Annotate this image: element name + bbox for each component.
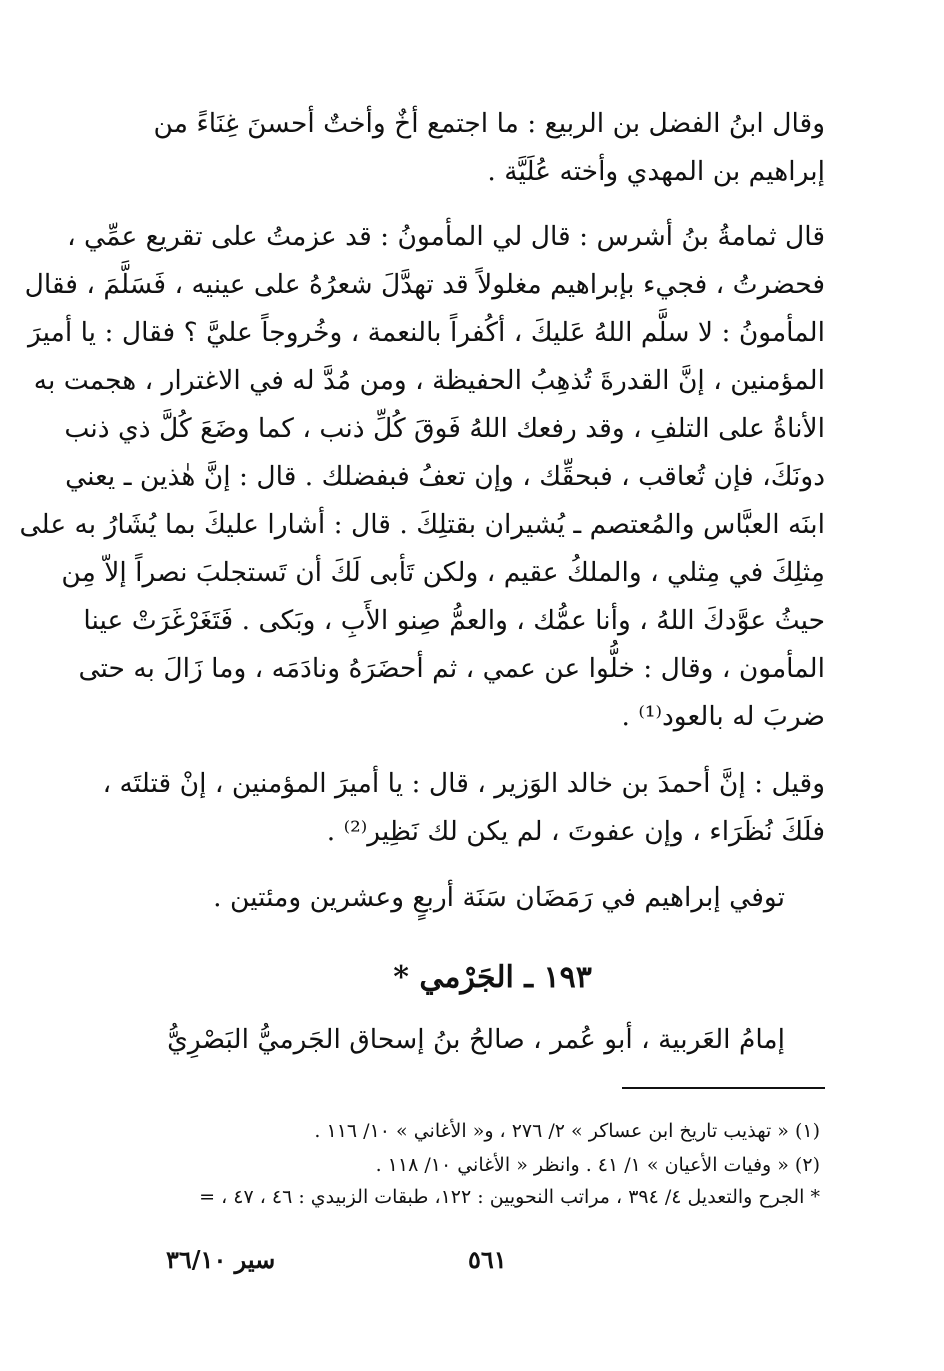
text-line: ضربَ له بالعود⁽¹⁾ . xyxy=(621,701,825,732)
text-line: الأناةُ على التلفِ ، وقد رفعك اللهُ فَوقَ كُلِّ ذنب ، كما وضَعَ كُلَّ ذي ذنب xyxy=(64,413,825,444)
signature-mark: سير ٣٦/١٠ xyxy=(166,1245,276,1274)
footnote-2: (٢) « وفيات الأعيان » ١/ ٤١ . وانظر « الأغاني ١٠/ ١١٨ . xyxy=(375,1154,820,1176)
footnote-separator xyxy=(622,1087,825,1089)
text-line: فلَكَ نُظَرَاء ، وإن عفوتَ ، لم يكن لك نَظِير⁽²⁾ . xyxy=(326,816,825,847)
page-number: ٥٦١ xyxy=(468,1245,507,1274)
text-line: ابنَه العبَّاس والمُعتصم ـ يُشيران بقتلِكَ . قال : أشارا عليكَ بما يُشَارُ به على xyxy=(19,509,825,540)
text-line: فحضرتُ ، فجيء بإبراهيم مغلولاً قد تهدَّلَ شعرُهُ على عينيه ، فَسَلَّمَ ، فقال xyxy=(24,269,825,300)
text-line: وقال ابنُ الفضل بن الربيع : ما اجتمع أخٌ وأختٌ أحسنَ غِنَاءً من xyxy=(153,108,825,139)
text-line: المأمونُ : لا سلَّم اللهُ عَليكَ ، أكُفراً بالنعمة ، وخُروجاً عليَّ ؟ فقال : يا أميرَ xyxy=(28,317,825,348)
biography-line: إمامُ العَربية ، أبو عُمر ، صالحُ بنُ إسحاق الجَرميُّ البَصْرِيُّ xyxy=(167,1024,785,1055)
footnote-source: * الجرح والتعديل ٤/ ٣٩٤ ، مراتب النحويين : ١٢٢، طبقات الزبيدي : ٤٦ ، ٤٧ ، = xyxy=(199,1186,820,1208)
text-line: مِثلِكَ في مِثلي ، والملكُ عقيم ، ولكن تَأبى لَكَ أن تَستجلبَ نصراً إلاّ مِن xyxy=(61,557,825,588)
text-line: حيثُ عوَّدكَ اللهُ ، وأنا عمُّك ، والعمُّ صِنو الأَبِ ، وبَكى . فَتَغَرْغَرَتْ عينا xyxy=(83,605,825,636)
entry-heading: ١٩٣ ـ الجَرْمي * xyxy=(393,960,592,995)
text-line: وقيل : إنَّ أحمدَ بن خالد الوَزير ، قال : يا أميرَ المؤمنين ، إنْ قتلتَه ، xyxy=(102,768,825,799)
text-line: دونَكَ، فإن تُعاقب ، فبحقِّك ، وإن تعفُ فبفضلك . قال : إنَّ هٰذين ـ يعني xyxy=(65,461,825,492)
text-line: المأمون ، وقال : خلُّوا عن عمي ، ثم أحضَرَهُ ونادَمَه ، وما زَالَ به حتى xyxy=(78,653,825,684)
text-line: المؤمنين ، إنَّ القدرةَ تُذهِبُ الحفيظة ، ومن مُدَّ له في الاغترار ، هجمت به xyxy=(33,365,825,396)
text-line: توفي إبراهيم في رَمَضَان سَنَة أربعٍ وعشرين ومئتين . xyxy=(213,882,785,913)
text-line: قال ثمامةُ بنُ أشرس : قال لي المأمونُ : قد عزمتُ على تقريع عمِّي ، xyxy=(67,221,825,252)
text-line: إبراهيم بن المهدي وأخته عُلَيَّة . xyxy=(487,156,825,187)
footnote-1: (١) « تهذيب تاريخ ابن عساكر » ٢/ ٢٧٦ ، و« الأغاني » ١٠/ ١١٦ . xyxy=(314,1120,820,1142)
